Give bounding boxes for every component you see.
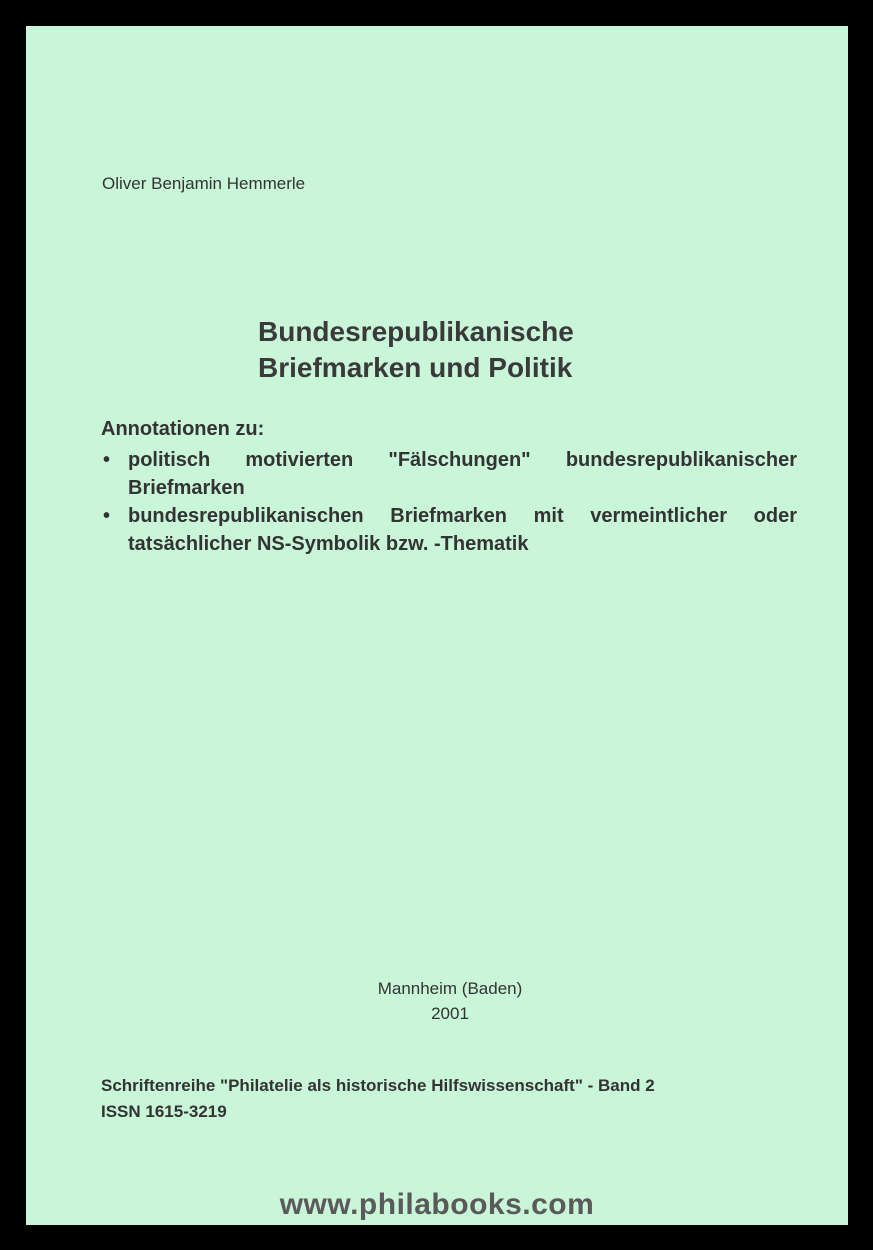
annotations-heading: Annotationen zu: <box>101 418 265 440</box>
book-title <box>258 314 574 386</box>
issn: ISSN 1615-3219 <box>101 1102 227 1121</box>
annotation-text: politisch motivierten "Fälschungen" bundesrepublikanischer Briefmarken <box>128 449 797 499</box>
annotations-list <box>101 446 797 558</box>
series-name: Schriftenreihe "Philatelie als historische Hilfswissenschaft" - Band 2 <box>101 1076 655 1095</box>
bullet-icon: • <box>103 449 111 471</box>
watermark: www.philabooks.com <box>279 1188 595 1221</box>
publication-place: Mannheim (Baden) <box>377 979 523 998</box>
series-info <box>101 1073 655 1125</box>
bullet-icon: • <box>103 505 111 527</box>
publication-info <box>26 976 848 1026</box>
annotation-item <box>101 446 797 502</box>
book-cover <box>26 26 848 1225</box>
annotation-item <box>101 502 797 558</box>
annotation-text: bundesrepublikanischen Briefmarken mit vermeintlicher oder tatsächlicher NS-Symbolik bzw. -Thematik <box>128 505 797 555</box>
title-line-1: Bundesrepublikanische <box>258 316 574 347</box>
publication-year: 2001 <box>431 1004 469 1023</box>
title-line-2: Briefmarken und Politik <box>258 352 573 383</box>
author-name: Oliver Benjamin Hemmerle <box>102 174 306 193</box>
